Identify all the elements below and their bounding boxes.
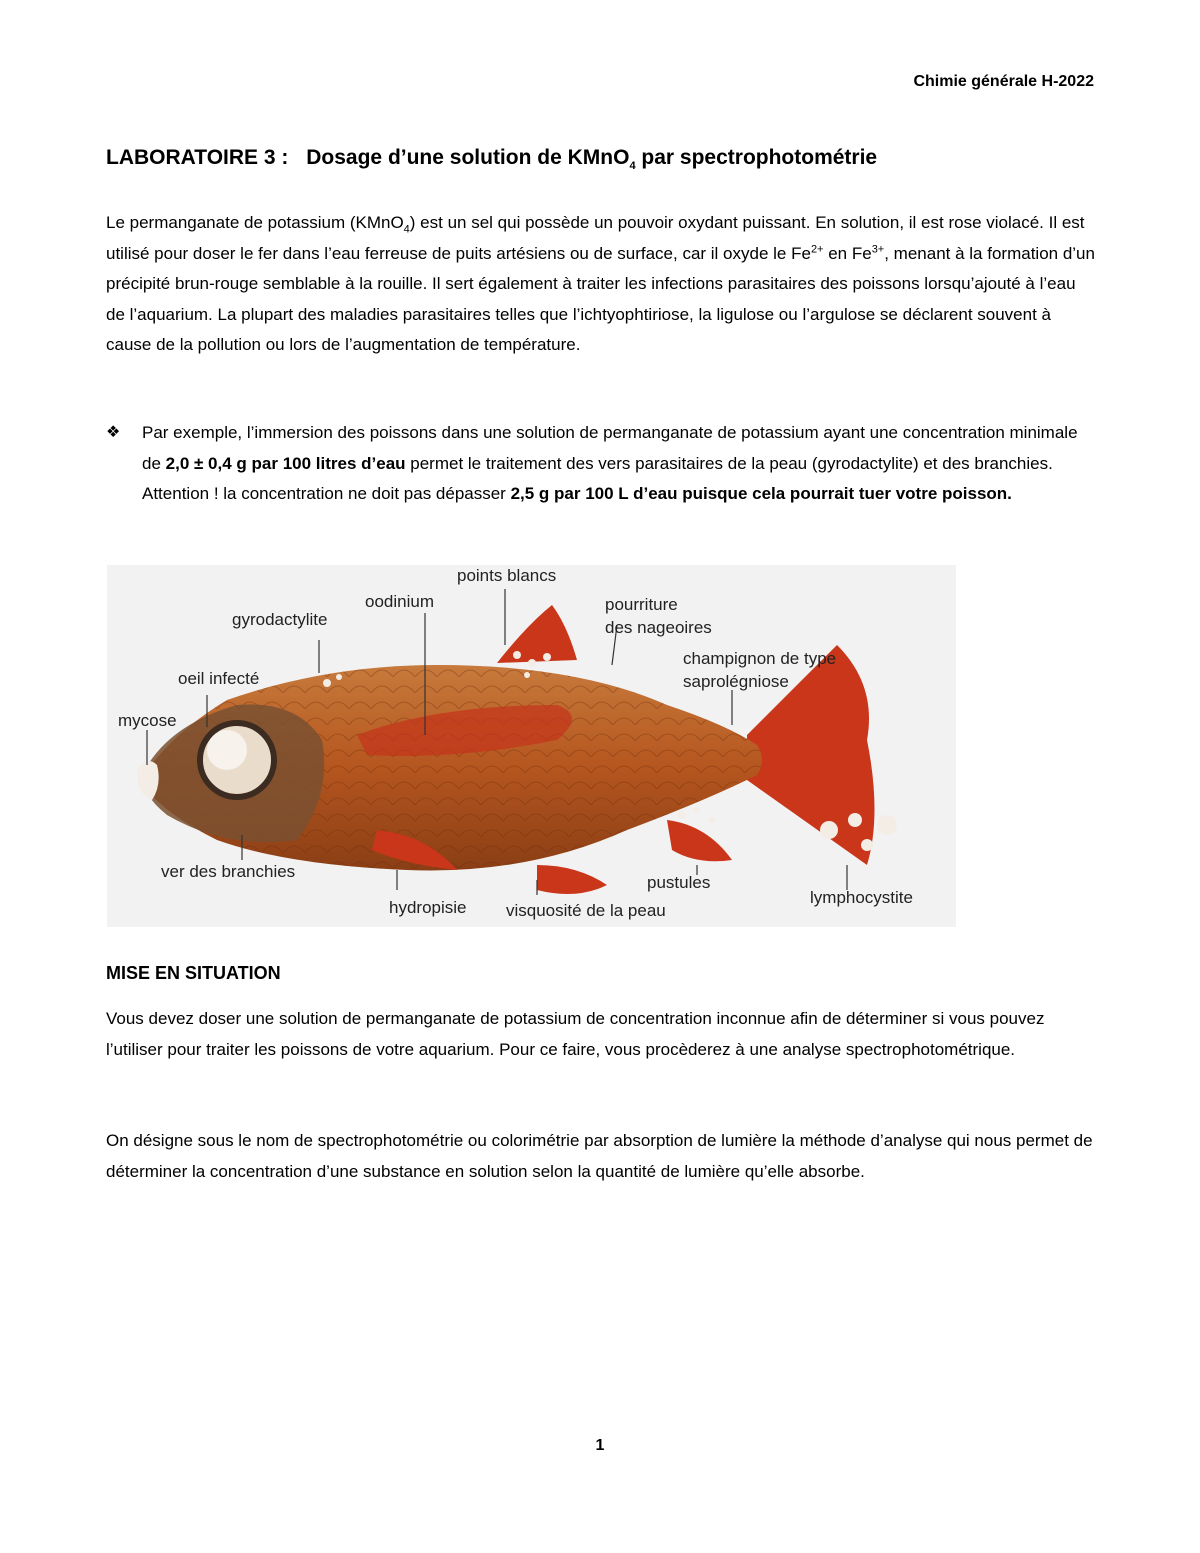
intro-paragraph: Le permanganate de potassium (KMnO$_4$) est un sel qui possède un pouvoir oxydant puissant. En solution, il est rose violacé. Il est utilisé pour doser le fer dans l’eau ferreuse de puits artésiens ou de surface, car il oxyde le $Fe^{2+}$ en $Fe^{3+}$, menant à la formation d’un précipité brun-rouge semblable à la rouille. Il sert également à traiter les infections parasitaires des poissons lorsqu’ajouté à l’eau de l’aquarium. La plupart des maladies parasitaires telles que l’ichtyophtiriose, la ligulose ou l’argulose se déclarent souvent à cause de la pollution ou lors de l’augmentation de température. [106,213,1095,354]
situation-paragraph-1: Vous devez doser une solution de permanganate de potassium de concentration inconnue afin de déterminer si vous pouvez l’utiliser pour traiter les poissons de votre aquarium. Pour ce faire, vous procèderez à une analyse spectrophotométrique. [106,1009,1045,1059]
dorsal-fin [497,605,577,663]
label-champignon-1: champignon de type [683,649,837,668]
fish-diseases-figure [107,565,956,927]
diamond-bullet-icon: ❖ [106,424,121,441]
label-pourriture-1: pourriture [605,595,678,614]
label-oeil-infecte: oeil infecté [178,669,260,688]
page-number: 1 [595,1437,605,1454]
anal-fin [667,820,732,861]
title-text: Dosage d’une solution de KMnO$_4$ par spectrophotométrie [306,146,878,173]
label-ver-des-branchies: ver des branchies [161,862,296,881]
page-title [106,146,878,173]
label-champignon-2: saprolégniose [683,672,789,691]
label-gyrodactylite: gyrodactylite [232,610,328,629]
situation-paragraph-2: On désigne sous le nom de spectrophotométrie ou colorimétrie par absorption de lumière la méthode d’analyse qui nous permet de déterminer la concentration d’une substance en solution selon la quantité de lumière qu’elle absorbe. [106,1131,1093,1181]
label-oodinium: oodinium [365,592,434,611]
pelvic-fin [537,865,607,894]
course-header: Chimie générale H-2022 [913,73,1094,90]
label-lymphocystite: lymphocystite [810,888,913,907]
label-visquosite: visquosité de la peau [506,901,666,920]
label-mycose: mycose [118,711,177,730]
section-title: MISE EN SITUATION [106,963,281,983]
bullet-text: Par exemple, l’immersion des poissons dans une solution de permanganate de potassium ayant une concentration minimale de 2,0 ± 0,4 g par 100 litres d’eau permet le traitement des vers parasitaires de la peau (gyrodactylite) et des branchies. Attention ! la concentration ne doit pas dépasser 2,5 g par 100 L d’eau puisque cela pourrait tuer votre poisson. [142,423,1078,503]
label-hydropisie: hydropisie [389,898,467,917]
bullet-item [106,418,1096,510]
label-pustules: pustules [647,873,711,892]
lab-number: LABORATOIRE 3 : [106,146,289,169]
label-points-blancs: points blancs [457,566,557,585]
label-pourriture-2: des nageoires [605,618,712,637]
